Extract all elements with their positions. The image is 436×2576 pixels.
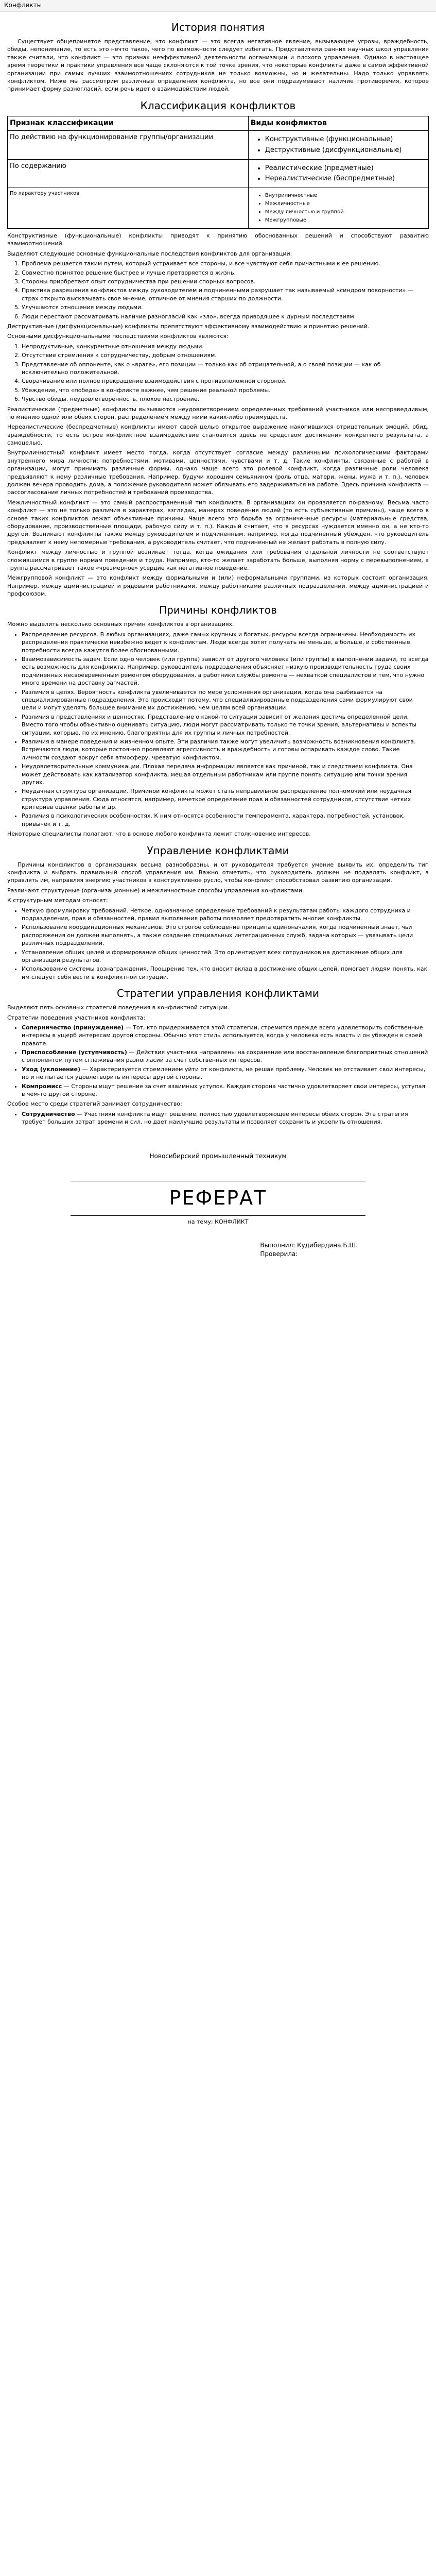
author-block xyxy=(260,1241,429,1259)
strategy-name: Соперничество (принуждение) xyxy=(22,1024,124,1031)
strategy-name: Приспособление (уступчивость) xyxy=(22,1049,127,1056)
strategy-text: Участники конфликта ищут решение, полностью удовлетворяющее интересы обеих сторон. Эта стратегия требует больших затрат времени и сил, но дает наилучшие результаты и позволяет сохранить и укрепить отношения. xyxy=(22,1110,408,1126)
list-item: 5. Убеждение, что «победа» в конфликте важнее, чем решение реальной проблемы. xyxy=(22,386,429,394)
checked-by: Проверила: xyxy=(260,1250,298,1258)
list-item: • Неудовлетворительные коммуникации. Плохая передача информации является как причиной, так и следствием конфликта. Она может действовать как катализатор конфликта, мешая отдельным работникам или группе понять ситуацию или точки зрения других. xyxy=(22,762,429,786)
functional-list xyxy=(22,260,429,320)
cooperation-list xyxy=(22,1110,429,1126)
table-header-row xyxy=(8,116,429,131)
table-row xyxy=(8,159,429,188)
list-item: • Уход (уклонение) — Характеризуется стремлением уйти от конфликта, не решая проблему. Человек не отстаивает свои интересы, но и не пытается удовлетворить интересы другой стороны. xyxy=(22,1065,429,1081)
interpersonal-paragraph: Межличностный конфликт — это самый распространенный тип конфликта. В организациях он проявляется по-разному. Весьма часто конфликт — это не только различия в характерах, взглядах, манерах поведения людей (то есть субъективные причины), чаще всего в основе таких конфликтов лежат объективные причины. Чаще всего это борьба за ограниченные ресурсы (материальные средства, оборудование, производственные площади, рабочую силу и т. п.). Каждый считает, что в ресурсах нуждается именно он, а не кто-то другой. Возникают конфликты также между руководителем и подчиненным, например, когда подчиненный убежден, что руководитель предъявляет к нему непомерные требования, а руководитель считает, что подчиненный не желает работать в полную силу. xyxy=(7,499,429,546)
list-item: 1. Непродуктивные, конкурентные отношения между людьми. xyxy=(22,343,429,350)
table-cell-criterion: По действию на функционирование группы/организации xyxy=(8,131,249,159)
intergroup-paragraph: Межгрупповой конфликт — это конфликт между формальными и (или) неформальными группами, из которых состоит организация. Например, между администрацией и рядовыми работниками, между работниками различных подразделений, между администрацией и профсоюзом. xyxy=(7,574,429,598)
intrapersonal-paragraph: Внутриличностный конфликт имеет место тогда, когда отсутствует согласие между различными психологическими факторами внутреннего мира личности: потребностями, мотивами, ценностями, чувствами и т. д. Такие конфликты, связанные с работой в организации, могут принимать различные формы, однако чаще всего это ролевой конфликт, когда различные роли человека предъявляют к нему различные требования. Например, будучи хорошим семьянином (роль отца, матери, жены, мужа и т. п.), человек должен вечера проводить дома, а положение руководителя может обязывать его задерживаться на работе. Здесь причина конфликта — рассогласование личных потребностей и требований производства. xyxy=(7,449,429,496)
strategies-intro: Выделяют пять основных стратегий поведения в конфликтной ситуации. xyxy=(7,1004,230,1011)
strategy-name: Уход (уклонение) xyxy=(22,1065,80,1073)
strategies-list xyxy=(22,1024,429,1098)
list-item: 2. Отсутствие стремления к сотрудничеству, добрым отношениям. xyxy=(22,351,429,359)
dysfunctional-intro: Основными дисфункциональными последствиями конфликтов являются: xyxy=(7,333,229,340)
list-item: • Различия в психологических особенностях. К ним относятся особенности темперамента, характера, потребностей, установок, привычек и т. д. xyxy=(22,812,429,828)
list-item: 6. Люди перестают рассматривать наличие разногласий как «зло», всегда приводящее к дурным последствиям. xyxy=(22,313,429,320)
functional-intro: Выделяют следующие основные функциональные последствия конфликтов для организации: xyxy=(7,250,292,257)
causes-intro: Можно выделить несколько основных причин конфликтов в организациях. xyxy=(7,621,234,628)
structural-intro: К структурным методам относят: xyxy=(7,897,108,904)
strategies-sub-intro: Стратегии поведения участников конфликта: xyxy=(7,1014,146,1021)
list-item: • Межгрупповые xyxy=(265,217,426,224)
list-item: 3. Стороны приобретают опыт сотрудничества при решении спорных вопросов. xyxy=(22,278,429,285)
list-item: • Различия в представлениях и ценностях. Представление о какой-то ситуации зависит от желания достичь определенной цели. Вместо того чтобы объективно оценивать ситуацию, люди могут рассматривать только те точки зрения, альтернативы и аспекты ситуации, которые, по их мнению, благоприятны для их группы и личных потребностей. xyxy=(22,713,429,737)
list-item: • Сотрудничество — Участники конфликта ищут решение, полностью удовлетворяющее интересы обеих сторон. Эта стратегия требует больших затрат времени и сил, но дает наилучшие результаты и позволяет сохранить и укрепить отношения. xyxy=(22,1110,429,1126)
table-cell-criterion: По характеру участников xyxy=(8,188,249,229)
causes-list xyxy=(22,631,429,828)
list-item: 3. Представление об оппоненте, как о «враге», его позиции — только как об отрицательной, а о своей позиции — как об исключительно положительной. xyxy=(22,361,429,377)
performed-by: Выполнил: Кудибердина Б.Ш. xyxy=(260,1241,358,1249)
individual-group-paragraph: Конфликт между личностью и группой возникает тогда, когда ожидания или требования отдельной личности не соответствуют сложившимся в группе нормам поведения и труда. Например, кто-то желает заработать больше, выполняя норму с перевыполнением, а группа рассматривает такое «чрезмерное» усердие как негативное поведение. xyxy=(7,549,429,571)
list-item: • Использование системы вознаграждения. Поощрение тех, кто вносит вклад в достижение общих целей, помогает людям понять, как им следует себя вести в конфликтной ситуации. xyxy=(22,965,429,981)
divider xyxy=(71,1215,365,1216)
list-item: 1. Проблема решается таким путем, который устраивает все стороны, и все чувствуют себя причастными к ее решению. xyxy=(22,260,429,267)
management-paragraph: Причины конфликтов в организациях весьма разнообразны, и от руководителя требуется умение выявить их, определить тип конфликта и выбрать правильный способ управления им. Важно отметить, что руководитель должен не подавлять конфликт, а управлять им, направляя энергию участников в конструктивное русло, чтобы конфликт способствовал развитию организации. xyxy=(7,861,429,884)
table-row xyxy=(8,188,429,229)
table-cell-types xyxy=(248,159,428,188)
topic-label: на тему: КОНФЛИКТ xyxy=(187,1218,249,1225)
list-item: • Установление общих целей и формирование общих ценностей. Это ориентирует всех сотрудников на достижение общих для организации результатов. xyxy=(22,948,429,964)
strategy-text: Тот, кто придерживается этой стратегии, стремится прежде всего удовлетворить собственные интересы в ущерб интересам другой стороны. Обычно этот стиль используется, когда у человека есть власть и он убежден в своей правоте. xyxy=(22,1024,423,1047)
table-cell-criterion: По содержанию xyxy=(8,159,249,188)
institute-name: Новосибирский промышленный техникум xyxy=(149,1152,287,1160)
list-item: • Межличностные xyxy=(265,200,426,208)
strategy-text: Стороны ищут решение за счет взаимных уступок. Каждая сторона частично удовлетворяет свои интересы, уступая в чем-то другой стороне. xyxy=(22,1082,426,1098)
classification-table xyxy=(7,116,429,229)
table-header-criterion: Признак классификации xyxy=(8,116,249,131)
strategy-name: Компромисс xyxy=(22,1082,62,1090)
strategy-text: Действия участника направлены на сохранение или восстановление благоприятных отношений с оппонентом путем сглаживания разногласий за счет собственных интересов. xyxy=(22,1049,428,1064)
constructive-paragraph: Конструктивные (функциональные) конфликты приводят к принятию обоснованных решений и способствуют развитию взаимоотношений. xyxy=(7,232,429,247)
window-title: Конфликты xyxy=(0,0,436,12)
nonrealistic-paragraph: Нереалистические (беспредметные) конфликты имеют своей целью открытое выражение накопившихся отрицательных эмоций, обид, враждебности, то есть острое конфликтное взаимодействие становится здесь не средством достижения конкретного результата, а самоцелью. xyxy=(7,423,429,447)
list-item: 5. Улучшаются отношения между людьми. xyxy=(22,303,429,311)
list-item: • Использование координационных механизмов. Это строгое соблюдение принципа единоначалия, когда подчиненный знает, чьи распоряжения он должен выполнять, а также создание специальных интеграционных служб, задача которых — увязывать цели различных подразделений. xyxy=(22,923,429,947)
strategy-name: Сотрудничество xyxy=(22,1110,75,1117)
management-heading: Управление конфликтами xyxy=(147,844,289,857)
strategies-heading: Стратегии управления конфликтами xyxy=(117,987,319,1000)
ref-title: РЕФЕРАТ xyxy=(169,1187,267,1210)
causes-heading: Причины конфликтов xyxy=(159,604,277,617)
list-item: • Взаимозависимость задач. Если одно человек (или группа) зависит от другого человека (или группы) в выполнении задачи, то всегда есть возможность для конфликта. Например, руководитель подразделения объясняет низкую производительность труда своих подчиненных несвоевременным ремонтом оборудования, а работники службы ремонта — нехваткой специалистов и тем, что нужно много времени на доставку запчастей. xyxy=(22,655,429,687)
list-item: • Нереалистические (беспредметные) xyxy=(265,174,426,183)
destructive-paragraph: Деструктивные (дисфункциональные) конфликты препятствуют эффективному взаимодействию и принятию решений. xyxy=(7,323,370,330)
classification-heading: Классификация конфликтов xyxy=(140,99,296,112)
title-block xyxy=(7,1181,429,1226)
causes-closing: Некоторые специалисты полагают, что в основе любого конфликта лежит столкновение интересов. xyxy=(7,831,311,838)
list-item: • Деструктивные (дисфункциональные) xyxy=(265,146,426,155)
history-heading: История понятия xyxy=(171,21,265,33)
table-header-types: Виды конфликтов xyxy=(248,116,428,131)
list-item: 4. Практика разрешения конфликтов между руководителем и подчиненными разрушает так называемый «синдром покорности» — страх открыто высказывать свое мнение, отличное от мнения старших по должности. xyxy=(22,286,429,302)
cooperation-intro: Особое место среди стратегий занимает сотрудничество: xyxy=(7,1100,182,1108)
list-item: • Реалистические (предметные) xyxy=(265,164,426,173)
strategy-text: Характеризуется стремлением уйти от конфликта, не решая проблему. Человек не отстаивает свои интересы, но и не пытается удовлетворить интересы другой стороны. xyxy=(22,1065,426,1081)
table-cell-types xyxy=(248,131,428,159)
list-item: • Между личностью и группой xyxy=(265,209,426,216)
list-item: • Компромисс — Стороны ищут решение за счет взаимных уступок. Каждая сторона частично удовлетворяет свои интересы, уступая в чем-то другой стороне. xyxy=(22,1082,429,1098)
structural-list xyxy=(22,907,429,981)
list-item: • Четкую формулировку требований. Четкое, однозначное определение требований к результатам работы каждого сотрудника и подразделения, прав и обязанностей, правил выполнения работы позволяет предотвратить многие конфликты. xyxy=(22,907,429,923)
document-content xyxy=(0,12,436,1262)
realistic-paragraph: Реалистические (предметные) конфликты вызываются неудовлетворением определенных требований участников или несправедливым, по мнению одной или обеих сторон, распределением между ними каких-либо преимуществ. xyxy=(7,405,429,420)
list-item: 2. Совместно принятое решение быстрее и лучше претворяется в жизнь. xyxy=(22,269,429,277)
list-item: • Неудачная структура организации. Причиной конфликта может стать неправильное распределение полномочий или неудачная структура управления. Сюда относятся, например, нечеткое определение прав и обязанностей сотрудников, отсутствие четких критериев оценки работы и др. xyxy=(22,787,429,811)
list-item: • Различия в целях. Вероятность конфликта увеличивается по мере усложнения организации, когда она разбивается на специализированные подразделения. Это происходит потому, что специализированные подразделения сами формулируют свои цели и могут уделять большее внимание их достижению, чем целям всей организации. xyxy=(22,688,429,712)
methods-intro: Различают структурные (организационные) и межличностные способы управления конфликтами. xyxy=(7,887,304,894)
list-item: • Различия в манере поведения и жизненном опыте. Эти различия также могут увеличить возможность возникновения конфликта. Встречаются люди, которые постоянно проявляют агрессивность и враждебность и готовы оспаривать каждое слово. Такие личности создают вокруг себя атмосферу, чреватую конфликтом. xyxy=(22,738,429,761)
dysfunctional-list xyxy=(22,343,429,403)
list-item: • Внутриличностные xyxy=(265,192,426,199)
table-cell-types xyxy=(248,188,428,229)
list-item: • Соперничество (принуждение) — Тот, кто придерживается этой стратегии, стремится прежде всего удовлетворить собственные интересы в ущерб интересам другой стороны. Обычно этот стиль используется, когда у человека есть власть и он убежден в своей правоте. xyxy=(22,1024,429,1047)
history-paragraph: Существует общепринятое представление, что конфликт — это всегда негативное явление, вызывающее угрозы, враждебность, обиды, непонимание, то есть это нечто такое, чего по возможности следует избегать. Представители ранних научных школ управления также считали, что конфликт — это признак неэффективной деятельности организации и плохого управления. Однако в настоящее время теоретики и практики управления все чаще склоняются к той точке зрения, что некоторые конфликты даже в самой эффективной организации при самых лучших взаимоотношениях сотрудников не только возможны, но и желательны. Надо только управлять конфликтом. Ниже мы рассмотрим различные определения конфликта, но все они подразумевают наличие противоречия, которое принимает форму разногласий, если речь идет о взаимодействии людей. xyxy=(7,38,429,93)
list-item: • Приспособление (уступчивость) — Действия участника направлены на сохранение или восстановление благоприятных отношений с оппонентом путем сглаживания разногласий за счет собственных интересов. xyxy=(22,1048,429,1064)
list-item: • Распределение ресурсов. В любых организациях, даже самых крупных и богатых, ресурсы всегда ограничены. Необходимость их распределения практически неизбежно ведет к конфликтам. Люди всегда хотят получать не меньше, а больше, и собственные потребности всегда кажутся более обоснованными. xyxy=(22,631,429,654)
list-item: 6. Чувство обиды, неудовлетворенность, плохое настроение. xyxy=(22,395,429,403)
table-row xyxy=(8,131,429,159)
list-item: • Конструктивные (функциональные) xyxy=(265,135,426,144)
list-item: 4. Сворачивание или полное прекращение взаимодействия с противоположной стороной. xyxy=(22,377,429,385)
